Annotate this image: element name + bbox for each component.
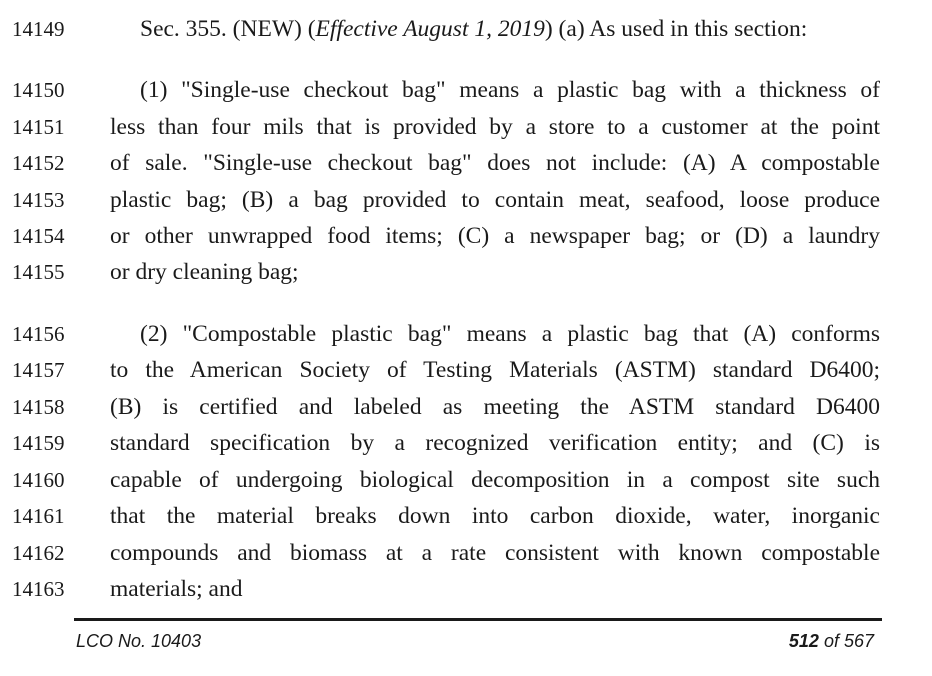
line-text: of sale. "Single-use checkout bag" does not include: (A) A compostable bbox=[110, 150, 880, 176]
text-line bbox=[0, 535, 932, 571]
text-line bbox=[0, 218, 932, 254]
text-line bbox=[0, 145, 932, 181]
total-pages: of 567 bbox=[818, 631, 874, 651]
text-line bbox=[0, 352, 932, 388]
text-line bbox=[0, 498, 932, 534]
line-number: 14156 bbox=[12, 322, 65, 346]
text-line bbox=[0, 425, 932, 461]
current-page-number: 512 bbox=[788, 631, 819, 651]
line-text: (1) "Single-use checkout bag" means a plastic bag with a thickness of bbox=[140, 77, 880, 103]
line-number: 14150 bbox=[12, 78, 65, 102]
line-number: 14158 bbox=[12, 395, 65, 419]
line-text: or dry cleaning bag; bbox=[110, 259, 299, 285]
section-heading-text bbox=[140, 11, 880, 47]
line-number: 14151 bbox=[12, 115, 65, 139]
text-line bbox=[0, 254, 932, 290]
line-text: (B) is certified and labeled as meeting the ASTM standard D6400 bbox=[110, 394, 880, 420]
line-number: 14153 bbox=[12, 188, 65, 212]
line-text: to the American Society of Testing Materials (ASTM) standard D6400; bbox=[110, 357, 880, 383]
line-text: or other unwrapped food items; (C) a newspaper bag; or (D) a laundry bbox=[110, 223, 880, 249]
text-line bbox=[0, 72, 932, 108]
line-text: capable of undergoing biological decomposition in a compost site such bbox=[110, 467, 880, 493]
text-line bbox=[0, 182, 932, 218]
footer-divider bbox=[74, 618, 882, 621]
text-line bbox=[0, 316, 932, 352]
text-line bbox=[0, 462, 932, 498]
line-text: standard specification by a recognized verification entity; and (C) is bbox=[110, 430, 880, 456]
line-text: less than four mils that is provided by a store to a customer at the point bbox=[110, 114, 880, 140]
line-text: (2) "Compostable plastic bag" means a plastic bag that (A) conforms bbox=[140, 321, 880, 347]
line-number: 14159 bbox=[12, 431, 65, 455]
section-heading-line bbox=[0, 11, 932, 47]
line-text: compounds and biomass at a rate consistent with known compostable bbox=[110, 540, 880, 566]
section-heading-prefix: Sec. 355. (NEW) ( bbox=[140, 16, 316, 42]
text-line bbox=[0, 571, 932, 607]
line-text: that the material breaks down into carbon dioxide, water, inorganic bbox=[110, 503, 880, 529]
lco-number: LCO No. 10403 bbox=[76, 631, 202, 651]
text-line bbox=[0, 109, 932, 145]
line-number: 14162 bbox=[12, 541, 65, 565]
section-heading-suffix: ) (a) As used in this section: bbox=[544, 16, 808, 42]
line-number: 14152 bbox=[12, 151, 65, 175]
text-line bbox=[0, 389, 932, 425]
line-number: 14160 bbox=[12, 468, 65, 492]
effective-date: Effective August 1, 2019 bbox=[315, 16, 545, 42]
line-number: 14161 bbox=[12, 504, 65, 528]
line-number: 14154 bbox=[12, 224, 65, 248]
line-text: plastic bag; (B) a bag provided to contain meat, seafood, loose produce bbox=[110, 187, 880, 213]
line-text: materials; and bbox=[110, 576, 243, 602]
line-number: 14149 bbox=[12, 17, 65, 41]
line-number: 14155 bbox=[12, 260, 65, 284]
line-number: 14157 bbox=[12, 358, 65, 382]
page-indicator bbox=[789, 629, 874, 653]
line-number: 14163 bbox=[12, 577, 65, 601]
